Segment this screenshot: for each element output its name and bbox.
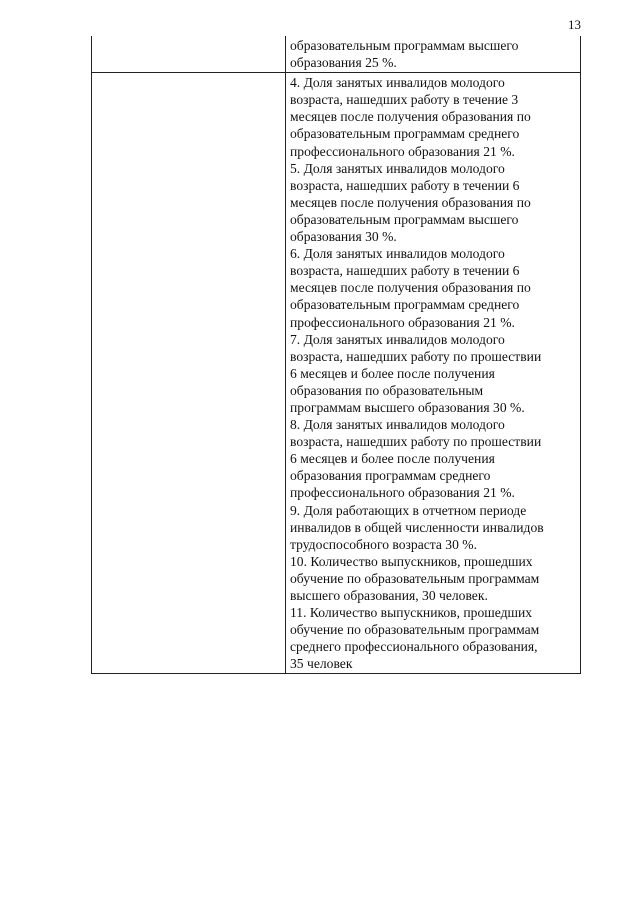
text-line: 11. Количество выпускников, прошедших — [290, 605, 533, 621]
text-line: 6. Доля занятых инвалидов молодого — [290, 246, 505, 262]
text-line: образовательным программам высшего — [290, 38, 519, 53]
text-line: инвалидов в общей численности инвалидов — [290, 519, 544, 535]
text-line: образования 30 %. — [290, 229, 397, 245]
text-line: 6 месяцев и более после получения — [290, 451, 495, 467]
text-line: высшего образования, 30 человек. — [290, 588, 488, 603]
table-row — [92, 72, 580, 673]
indicators-table — [91, 36, 581, 674]
text-line: образования по образовательным — [290, 382, 484, 398]
text-line: образования программам среднего — [290, 468, 491, 484]
text-line: 9. Доля работающих в отчетном периоде — [290, 502, 527, 518]
page-number: 13 — [568, 17, 581, 32]
text-line: 4. Доля занятых инвалидов молодого — [290, 75, 505, 91]
table-cell-indicators — [286, 73, 580, 673]
text-line: трудоспособного возраста 30 %. — [290, 536, 478, 552]
text-line: образования 25 %. — [290, 55, 397, 71]
text-line: обучение по образовательным программам — [290, 570, 540, 586]
text-line: 6 месяцев и более после получения — [290, 365, 495, 381]
text-line: среднего профессионального образования, — [290, 639, 538, 655]
text-line: профессионального образования 21 %. — [290, 143, 515, 159]
table-row — [92, 36, 580, 72]
text-line: 7. Доля занятых инвалидов молодого — [290, 331, 505, 347]
text-line: профессионального образования 21 %. — [290, 314, 515, 330]
text-line: 35 человек — [290, 656, 353, 672]
text-line: возраста, нашедших работу по прошествии — [290, 348, 542, 364]
text-line: месяцев после получения образования по — [290, 109, 531, 125]
table-cell-empty — [92, 36, 286, 72]
text-line: обучение по образовательным программам — [290, 622, 540, 638]
text-line: образовательным программам высшего — [290, 211, 519, 227]
text-line: возраста, нашедших работу в течении 6 — [290, 263, 520, 279]
text-line: месяцев после получения образования по — [290, 280, 531, 296]
text-line: 8. Доля занятых инвалидов молодого — [290, 417, 505, 433]
table-cell-indicators — [286, 36, 580, 72]
text-line: возраста, нашедших работу в течении 6 — [290, 177, 520, 193]
text-line: программам высшего образования 30 %. — [290, 399, 525, 415]
text-line: профессионального образования 21 %. — [290, 485, 515, 501]
text-line: образовательным программам среднего — [290, 297, 520, 313]
text-line: образовательным программам среднего — [290, 126, 520, 142]
text-line: возраста, нашедших работу в течение 3 — [290, 92, 519, 108]
text-line: месяцев после получения образования по — [290, 194, 531, 210]
table-cell-empty — [92, 73, 286, 673]
text-line: 5. Доля занятых инвалидов молодого — [290, 160, 505, 176]
text-line: 10. Количество выпускников, прошедших — [290, 553, 533, 569]
text-line: возраста, нашедших работу по прошествии — [290, 434, 542, 450]
